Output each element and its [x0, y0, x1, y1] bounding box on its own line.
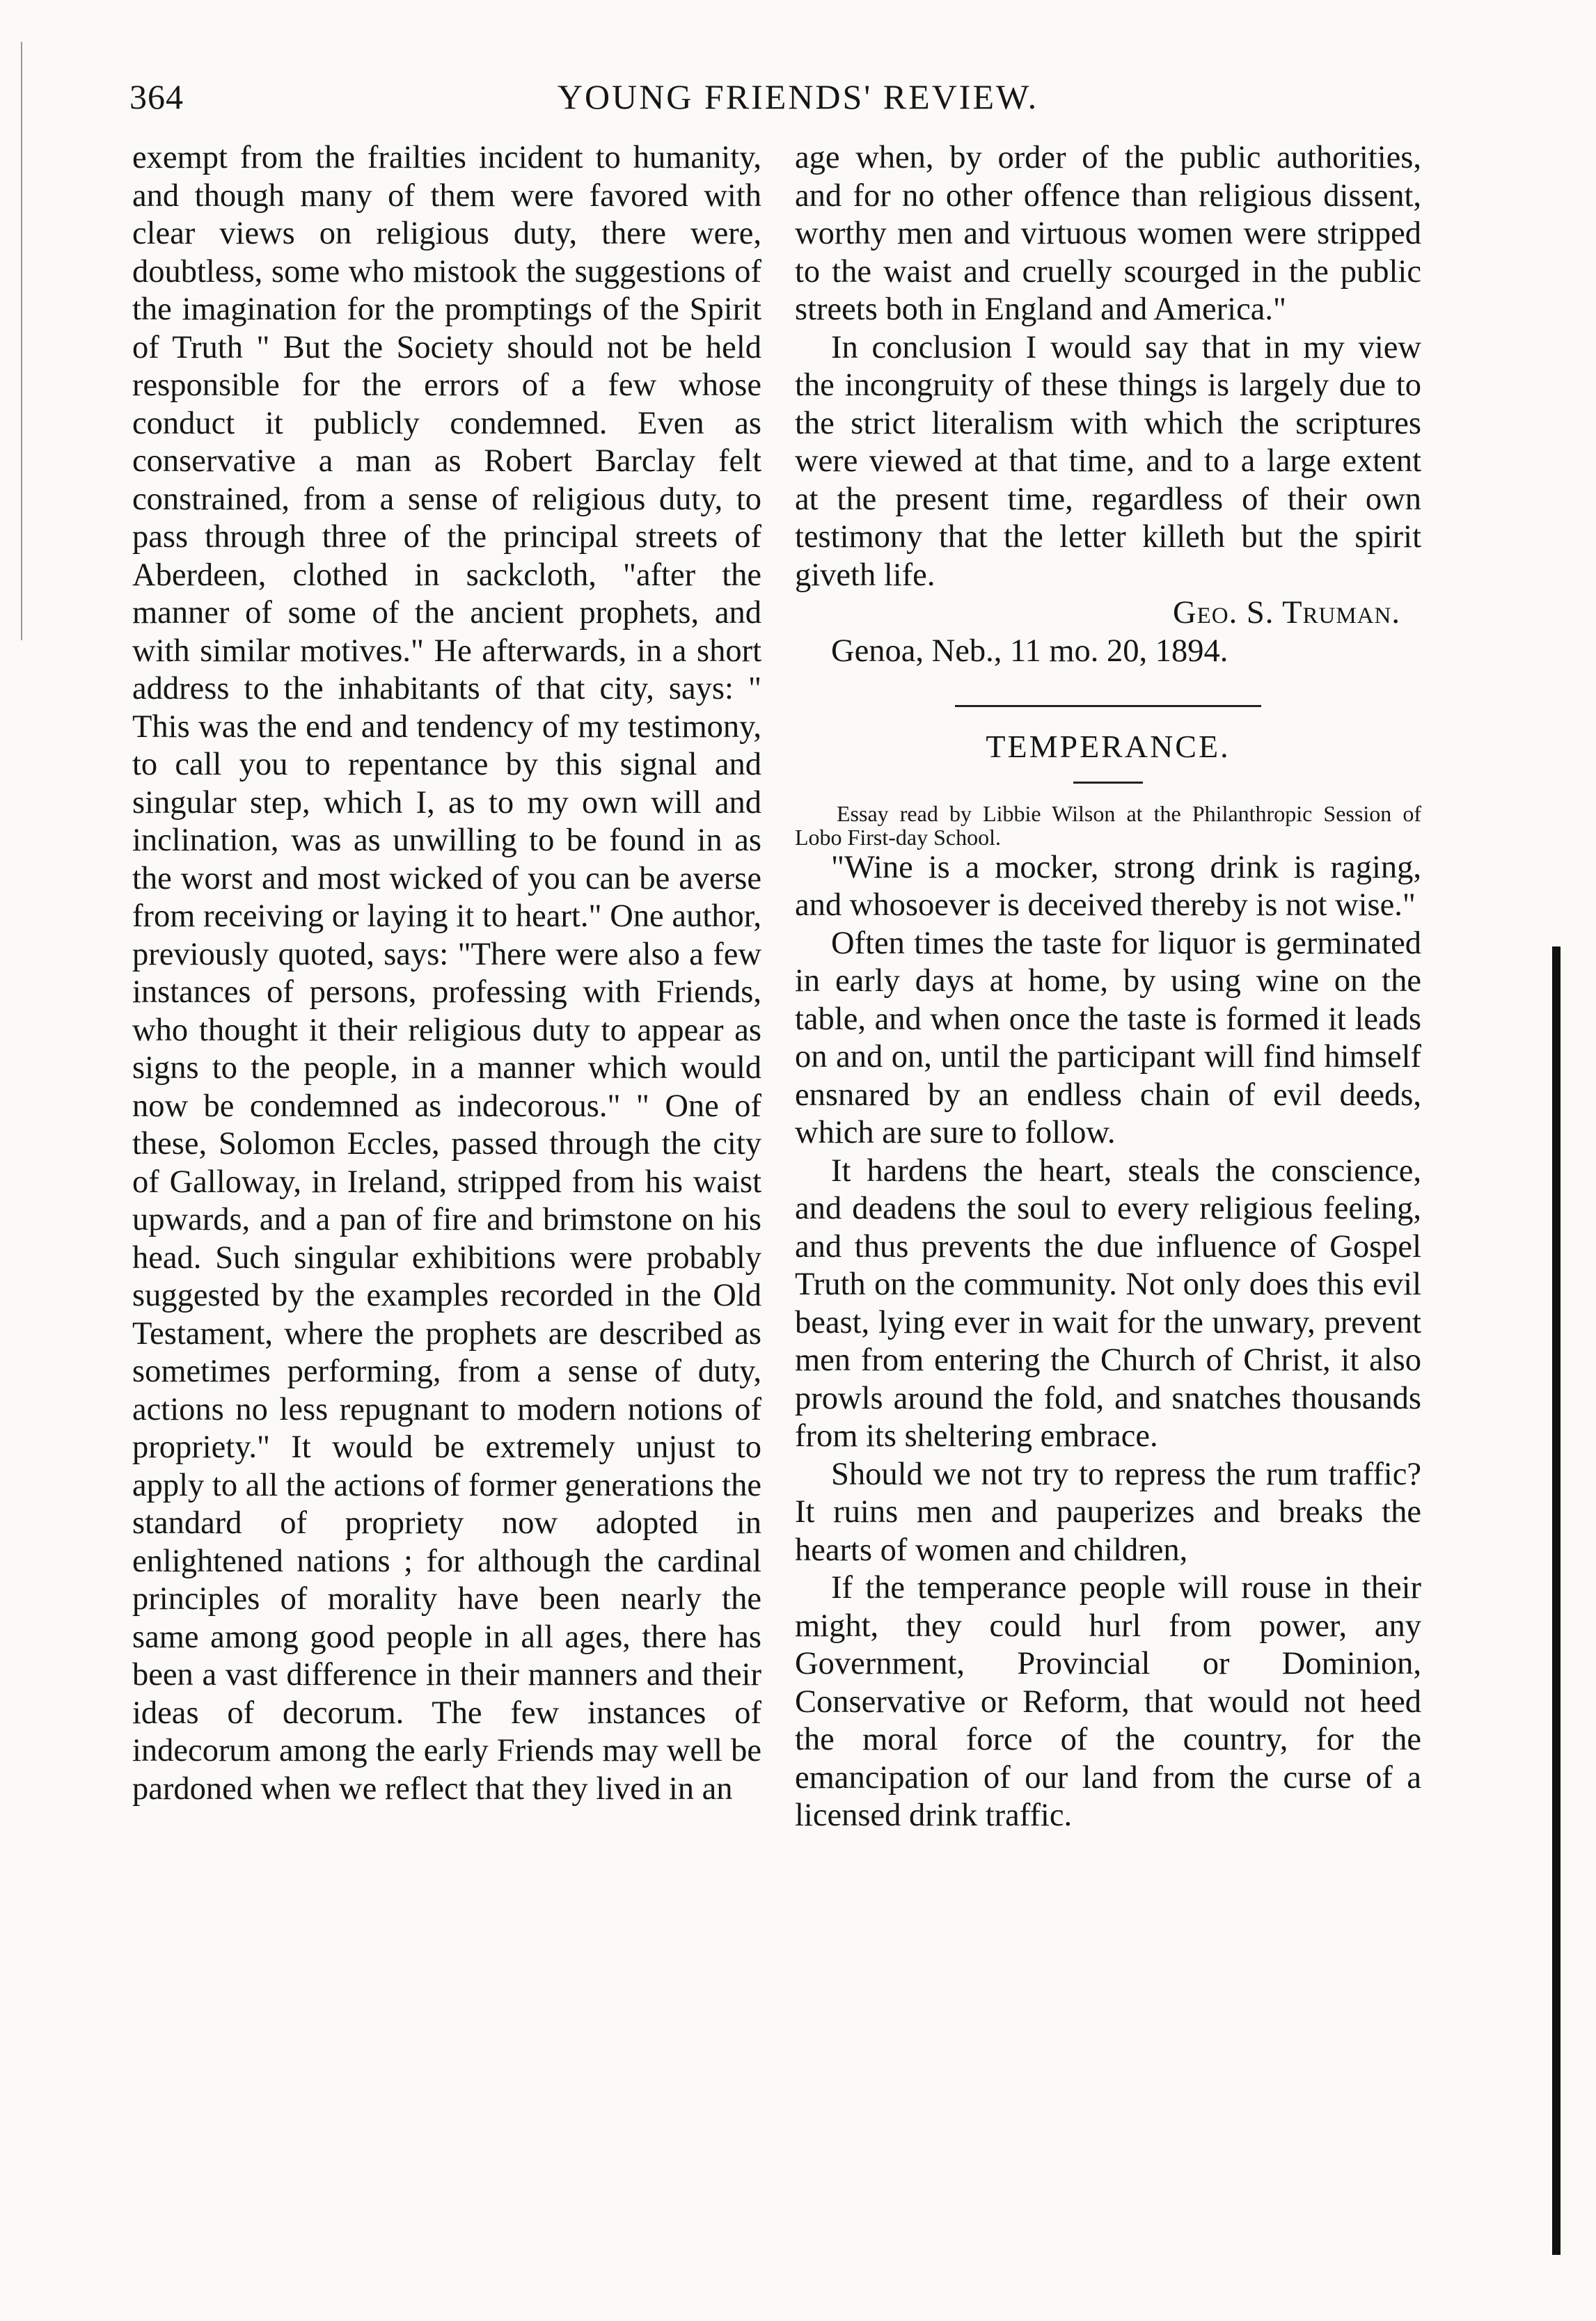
section-title: TEMPERANCE. — [986, 729, 1231, 764]
continuation-paragraph: age when, by order of the public authorities, and for no other offence than religious dissent, worthy men and virtuous women were stripped to the waist and cruelly scourged in the public streets both in England and America." — [795, 140, 1421, 327]
section-divider — [955, 705, 1261, 707]
essay-paragraph: Often times the taste for liquor is germinated in early days at home, by using wine on the table, and when once the taste is formed it leads on and on, until the participant will find himself ensnared by an endless chain of evil deeds, which are sure to follow. — [795, 925, 1421, 1150]
page-edge-bar — [1552, 946, 1561, 2255]
author-signature: Geo. S. Truman. — [1173, 595, 1400, 631]
title-rule — [1073, 782, 1143, 784]
right-column — [795, 139, 1421, 1835]
left-paragraph: exempt from the frailties incident to humanity, and though many of them were favored with clear views on religious duty, there were, doubtless, some who mistook the suggestions of the imagination for the promptings of the Spirit of Truth " But the Society should not be held responsible for the errors of a few whose conduct it publicly condemned. Even as conservative a man as Robert Barclay felt constrained, from a sense of religious duty, to pass through three of the principal streets of Aberdeen, clothed in sackcloth, "after the manner of some of the ancient prophets, and with similar motives." He afterwards, in a short address to the inhabitants of that city, says: " This was the end and tendency of my testimony, to call you to repentance by this signal and singular step, which I, as to my own will and inclination, was as unwilling to be found in as the worst and most wicked of you can be averse from receiving or laying it to heart." One author, previously quoted, says: "There were also a few instances of persons, professing with Friends, who thought it their religious duty to appear as signs to the people, in a manner which would now be condemned as indecorous." " One of these, Solomon Eccles, passed through the city of Galloway, in Ireland, stripped from his waist upwards, and a pan of fire and brimstone on his head. Such singular exhibitions were probably suggested by the examples recorded in the Old Testament, where the prophets are described as sometimes performing, from a sense of duty, actions no less repugnant to modern notions of propriety." It would be extremely unjust to apply to all the actions of former generations the standard of propriety now adopted in enlightened nations ; for although the cardinal principles of morality have been nearly the same among good people in all ages, there has been a vast difference in their manners and their ideas of decorum. The few instances of indecorum among the early Friends may well be pardoned when we reflect that they lived in an — [132, 140, 761, 1807]
conclusion-paragraph: In conclusion I would say that in my view the incongruity of these things is largely due to the strict literalism with which the scriptures were viewed at that time, and to a large extent at the present time, regardless of their own testimony that the letter killeth but the spirit giveth life. — [795, 329, 1421, 593]
essay-paragraph: It hardens the heart, steals the conscience, and deadens the soul to every religious feeling, and thus prevents the due influence of Gospel Truth on the community. Not only does this evil beast, lying ever in wait for the unwary, prevent men from entering the Church of Christ, it also prowls around the fold, and snatches thousands from its sheltering embrace. — [795, 1152, 1421, 1454]
running-head: YOUNG FRIENDS' REVIEW. — [557, 77, 1039, 116]
left-column — [132, 139, 761, 1808]
essay-paragraph: If the temperance people will rouse in their might, they could hurl from power, any Government, Provincial or Dominion, Conservative or Reform, that would not heed the moral force of the country, for the emancipation of our land from the curse of a licensed drink traffic. — [795, 1570, 1421, 1833]
dateline: Genoa, Neb., 11 mo. 20, 1894. — [831, 633, 1228, 669]
essay-paragraph: "Wine is a mocker, strong drink is raging, and whosoever is deceived thereby is not wise." — [795, 849, 1421, 923]
essay-paragraph: Should we not try to repress the rum traffic? It ruins men and pauperizes and breaks the hearts of women and children, — [795, 1456, 1421, 1568]
essay-byline: Essay read by Libbie Wilson at the Philanthropic Session of Lobo First-day School. — [795, 800, 1421, 850]
page-number: 364 — [129, 77, 184, 116]
gutter-line — [21, 42, 22, 640]
